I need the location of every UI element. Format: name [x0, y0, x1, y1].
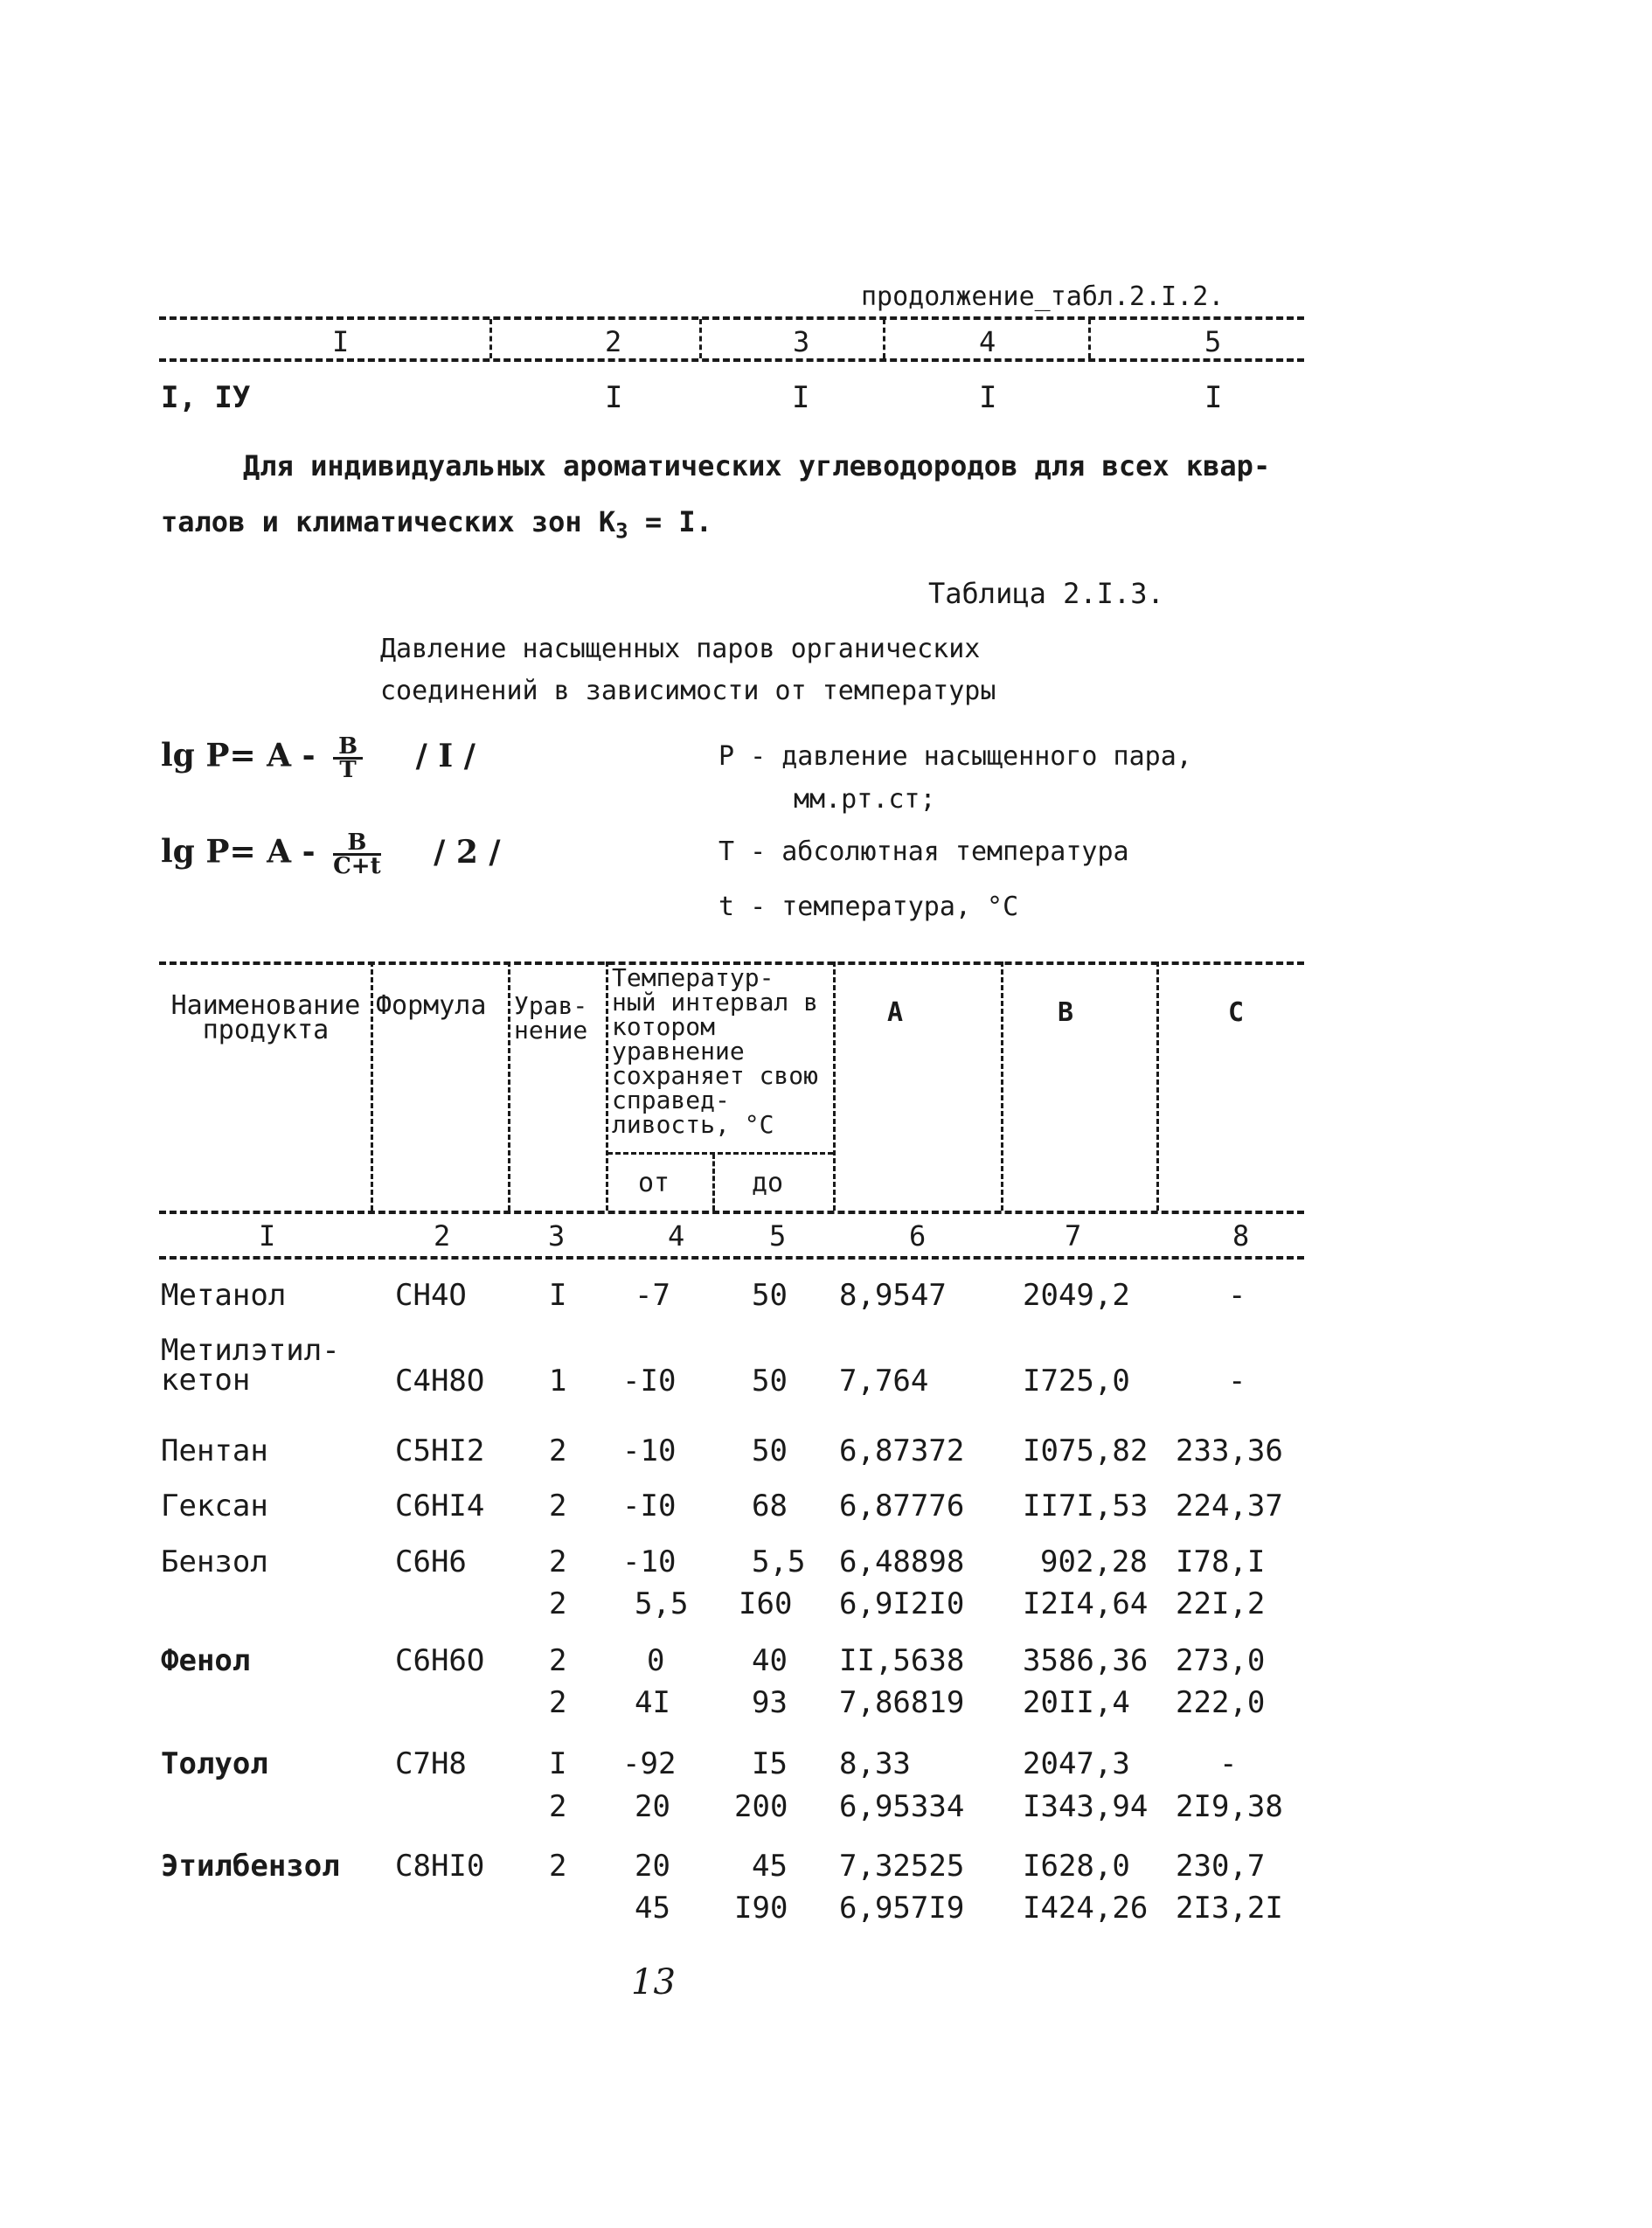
row-to: 45 [752, 1849, 788, 1884]
row-c: 273,0 [1176, 1643, 1266, 1678]
row-eq: 2 [549, 1433, 567, 1468]
row-eq: 2 [549, 1685, 567, 1720]
column-number: 4 [668, 1219, 685, 1253]
equation-2-tag: / 2 / [434, 833, 501, 871]
row-formula: C8HI0 [395, 1849, 485, 1884]
continuation-row-cell: I, IУ [161, 380, 251, 415]
continuation-row-cell: I [792, 380, 810, 415]
row-name: Метанол [161, 1278, 287, 1313]
row-to: 50 [752, 1278, 788, 1313]
table-col-divider [1001, 961, 1003, 1211]
continuation-col-4: 4 [979, 325, 996, 358]
row-from: 20 [635, 1789, 670, 1824]
continuation-divider [883, 319, 885, 358]
table-col-divider [371, 961, 373, 1211]
row-c: I78,I [1176, 1544, 1266, 1579]
row-eq: 2 [549, 1586, 567, 1621]
table-label: Таблица 2.I.3. [928, 577, 1164, 610]
column-number: 6 [909, 1219, 927, 1253]
row-c: 2I9,38 [1176, 1789, 1283, 1824]
table-rule-numbers-bottom [159, 1256, 1304, 1260]
table-col-divider [712, 1154, 715, 1211]
row-a: 6,48898 [839, 1544, 965, 1579]
continuation-row-cell: I [605, 380, 623, 415]
continuation-col-1: I [332, 325, 350, 358]
page-number: 13 [631, 1962, 676, 2002]
row-b: I725,0 [1023, 1364, 1130, 1399]
row-c: 222,0 [1176, 1685, 1266, 1720]
row-from: -92 [622, 1746, 677, 1781]
equation-1-tag: / I / [415, 737, 475, 774]
table-col-divider [508, 961, 510, 1211]
continuation-col-3: 3 [793, 325, 810, 358]
row-a: 6,87776 [839, 1489, 965, 1524]
row-eq: 2 [549, 1849, 567, 1884]
continuation-divider [1088, 319, 1091, 358]
row-a: 7,32525 [839, 1849, 965, 1884]
header-b: B [1058, 997, 1074, 1028]
continuation-rule-top [159, 316, 1304, 320]
row-c: 233,36 [1176, 1433, 1283, 1468]
continuation-row-cell: I [1204, 380, 1223, 415]
row-name: Метилэтил-кетон [161, 1333, 340, 1398]
table-col-divider [833, 961, 836, 1211]
row-eq: 1 [549, 1364, 567, 1399]
row-a: 6,9I2I0 [839, 1586, 965, 1621]
row-c: 230,7 [1176, 1849, 1266, 1884]
row-eq: I [549, 1746, 567, 1781]
row-formula: C6H6 [395, 1544, 467, 1579]
legend-abs-temp: T - абсолютная температура [718, 836, 1129, 867]
row-b: 2049,2 [1023, 1278, 1130, 1313]
row-to: I60 [739, 1586, 793, 1621]
row-eq: 2 [549, 1789, 567, 1824]
row-eq: 2 [549, 1489, 567, 1524]
header-name: Наименование продукта [170, 990, 361, 1045]
continuation-row-cell: I [979, 380, 997, 415]
row-a: 8,9547 [839, 1278, 947, 1313]
row-name: Фенол [161, 1643, 251, 1678]
row-to: 93 [752, 1685, 788, 1720]
row-eq: I [549, 1278, 567, 1313]
row-from: -10 [622, 1433, 677, 1468]
row-b: 3586,36 [1023, 1643, 1149, 1678]
row-from: 20 [635, 1849, 670, 1884]
row-from: 0 [647, 1643, 665, 1678]
row-name: Этилбензол [161, 1849, 340, 1884]
table-rule-interval-split [607, 1152, 833, 1155]
header-c: C [1228, 997, 1245, 1028]
row-eq: 2 [549, 1643, 567, 1678]
row-b: II7I,53 [1023, 1489, 1149, 1524]
row-from: -I0 [622, 1364, 677, 1399]
row-to: 50 [752, 1364, 788, 1399]
row-a: II,5638 [839, 1643, 965, 1678]
equation-1-left: lg P= A - [161, 737, 316, 774]
row-to: 200 [734, 1789, 788, 1824]
equation-2-fraction: $\frac{B}{C+t}$ [333, 829, 381, 879]
row-a: 8,33 [839, 1746, 911, 1781]
column-number: 8 [1232, 1219, 1250, 1253]
equation-2 [161, 829, 501, 879]
continuation-rule-mid [159, 358, 1304, 362]
table-col-divider [1156, 961, 1159, 1211]
continuation-col-5: 5 [1204, 325, 1222, 358]
row-c: 22I,2 [1176, 1586, 1266, 1621]
row-c: - [1228, 1278, 1246, 1313]
row-a: 7,86819 [839, 1685, 965, 1720]
row-from: -I0 [622, 1489, 677, 1524]
row-a: 7,764 [839, 1364, 929, 1399]
row-formula: CH4O [395, 1278, 467, 1313]
equation-2-left: lg P= A - [161, 833, 316, 871]
equation-1-fraction: $\frac{B}{T}$ [333, 736, 363, 781]
equation-1 [161, 733, 475, 783]
header-equation: Урав- нение [514, 991, 588, 1045]
continuation-caption: продолжение_табл.2.I.2. [861, 281, 1225, 312]
header-to: до [752, 1168, 784, 1198]
row-to: 5,5 [752, 1544, 806, 1579]
row-b: I424,26 [1023, 1891, 1149, 1926]
row-b: I343,94 [1023, 1789, 1149, 1824]
row-b: I075,82 [1023, 1433, 1149, 1468]
header-interval: Температур- ный интервал в котором уравнение сохраняет свою справед- ливость, °C [612, 963, 819, 1139]
row-from: -10 [622, 1544, 677, 1579]
header-formula: Формула [376, 990, 487, 1021]
row-b: 902,28 [1040, 1544, 1148, 1579]
row-to: 50 [752, 1433, 788, 1468]
paragraph-line: Для индивидуальных ароматических углеводородов для всех квар- [243, 449, 1271, 482]
row-a: 6,957I9 [839, 1891, 965, 1926]
table-col-divider [606, 961, 608, 1211]
paragraph-line: талов и климатических зон $K_3 = I$. [161, 505, 712, 544]
row-to: I5 [752, 1746, 788, 1781]
row-eq: 2 [549, 1544, 567, 1579]
column-number: 3 [548, 1219, 566, 1253]
row-formula: C7H8 [395, 1746, 467, 1781]
row-from: 5,5 [635, 1586, 689, 1621]
row-a: 6,95334 [839, 1789, 965, 1824]
legend-temp: t - температура, °C [718, 892, 1019, 922]
row-c: - [1219, 1746, 1238, 1781]
table-title-line: Давление насыщенных паров органических [380, 634, 981, 664]
row-from: 45 [635, 1891, 670, 1926]
row-b: 20II,4 [1023, 1685, 1130, 1720]
header-from: от [638, 1168, 670, 1198]
row-to: 40 [752, 1643, 788, 1678]
row-a: 6,87372 [839, 1433, 965, 1468]
row-from: -7 [635, 1278, 670, 1313]
row-name: Гексан [161, 1489, 268, 1524]
row-name: Бензол [161, 1544, 268, 1579]
table-rule-header-bottom [159, 1211, 1304, 1214]
legend-pressure-unit: мм.рт.ст; [794, 784, 936, 815]
column-number: I [259, 1219, 276, 1253]
row-from: 4I [635, 1685, 670, 1720]
continuation-divider [699, 319, 702, 358]
row-c: 2I3,2I [1176, 1891, 1283, 1926]
row-formula: C6H6O [395, 1643, 485, 1678]
table-title-line: соединений в зависимости от температуры [380, 676, 996, 706]
column-number: 5 [769, 1219, 787, 1253]
row-b: I2I4,64 [1023, 1586, 1149, 1621]
header-a: A [887, 997, 904, 1028]
row-formula: C5HI2 [395, 1433, 485, 1468]
legend-pressure: P - давление насыщенного пара, [718, 741, 1192, 772]
row-to: I90 [734, 1891, 788, 1926]
row-formula: C4H8O [395, 1364, 485, 1399]
row-to: 68 [752, 1489, 788, 1524]
row-formula: C6HI4 [395, 1489, 485, 1524]
row-b: I628,0 [1023, 1849, 1130, 1884]
row-c: 224,37 [1176, 1489, 1283, 1524]
continuation-col-2: 2 [605, 325, 622, 358]
row-name: Пентан [161, 1433, 268, 1468]
row-b: 2047,3 [1023, 1746, 1130, 1781]
continuation-divider [489, 319, 492, 358]
row-c: - [1228, 1364, 1246, 1399]
row-name: Толуол [161, 1746, 268, 1781]
column-number: 2 [434, 1219, 451, 1253]
column-number: 7 [1065, 1219, 1082, 1253]
